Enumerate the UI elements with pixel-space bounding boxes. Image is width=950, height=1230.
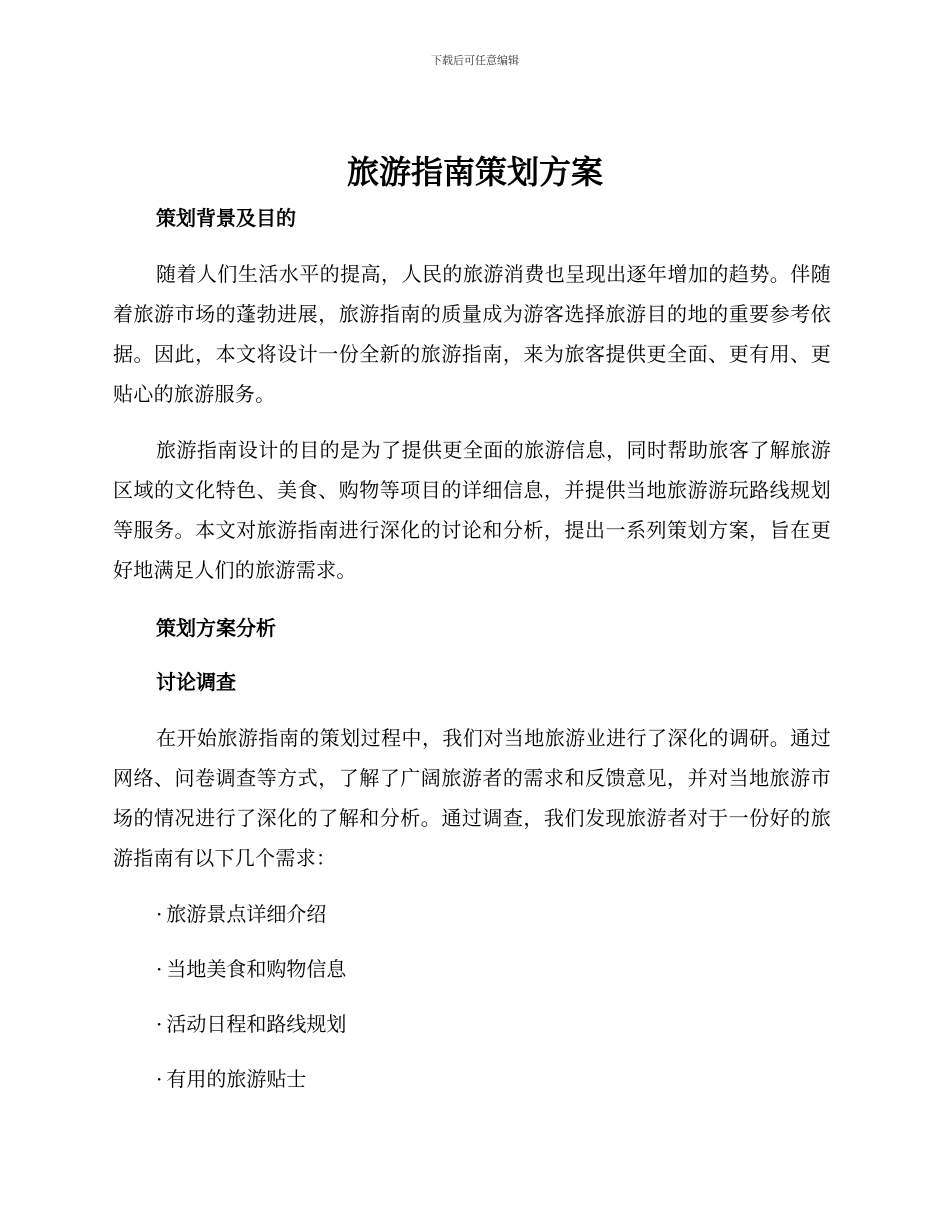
list-item xyxy=(113,1065,831,1093)
paragraph-background-2: 旅游指南设计的目的是为了提供更全面的旅游信息，同时帮助旅客了解旅游区域的文化特色、美食、购物等项目的详细信息，并提供当地旅游游玩路线规划等服务。本文对旅游指南进行深化的讨论和分析，提出一系列策划方案，旨在更好地满足人们的旅游需求。 xyxy=(113,438,831,582)
section-heading-survey: 讨论调查 xyxy=(156,670,236,694)
paragraph-background-1: 随着人们生活水平的提高，人民的旅游消费也呈现出逐年增加的趋势。伴随着旅游市场的蓬勃进展，旅游指南的质量成为游客选择旅游目的地的重要参考依据。因此，本文将设计一份全新的旅游指南，来为旅客提供更全面、更有用、更贴心的旅游服务。 xyxy=(113,262,831,406)
document-title: 旅游指南策划方案 xyxy=(346,153,603,191)
document-body xyxy=(113,200,831,1093)
list-item-text: 旅游景点详细介绍 xyxy=(166,902,327,926)
page-header-note: 下载后可任意编辑 xyxy=(431,54,519,67)
list-item-text: 活动日程和路线规划 xyxy=(166,1012,347,1036)
list-item-text: 有用的旅游贴士 xyxy=(166,1067,307,1091)
list-item xyxy=(113,955,831,983)
bullet-marker: · xyxy=(156,1067,163,1091)
section-heading-background: 策划背景及目的 xyxy=(156,206,296,230)
needs-bullet-list xyxy=(113,900,831,1093)
list-item xyxy=(113,1010,831,1038)
bullet-marker: · xyxy=(156,902,163,926)
section-heading-analysis: 策划方案分析 xyxy=(156,616,276,640)
bullet-marker: · xyxy=(156,1012,163,1036)
bullet-marker: · xyxy=(156,957,163,981)
list-item-text: 当地美食和购物信息 xyxy=(166,957,347,981)
list-item xyxy=(113,900,831,928)
paragraph-survey: 在开始旅游指南的策划过程中，我们对当地旅游业进行了深化的调研。通过网络、问卷调查等方式，了解了广阔旅游者的需求和反馈意见，并对当地旅游市场的情况进行了深化的了解和分析。通过调查，我们发现旅游者对于一份好的旅游指南有以下几个需求： xyxy=(113,726,831,870)
